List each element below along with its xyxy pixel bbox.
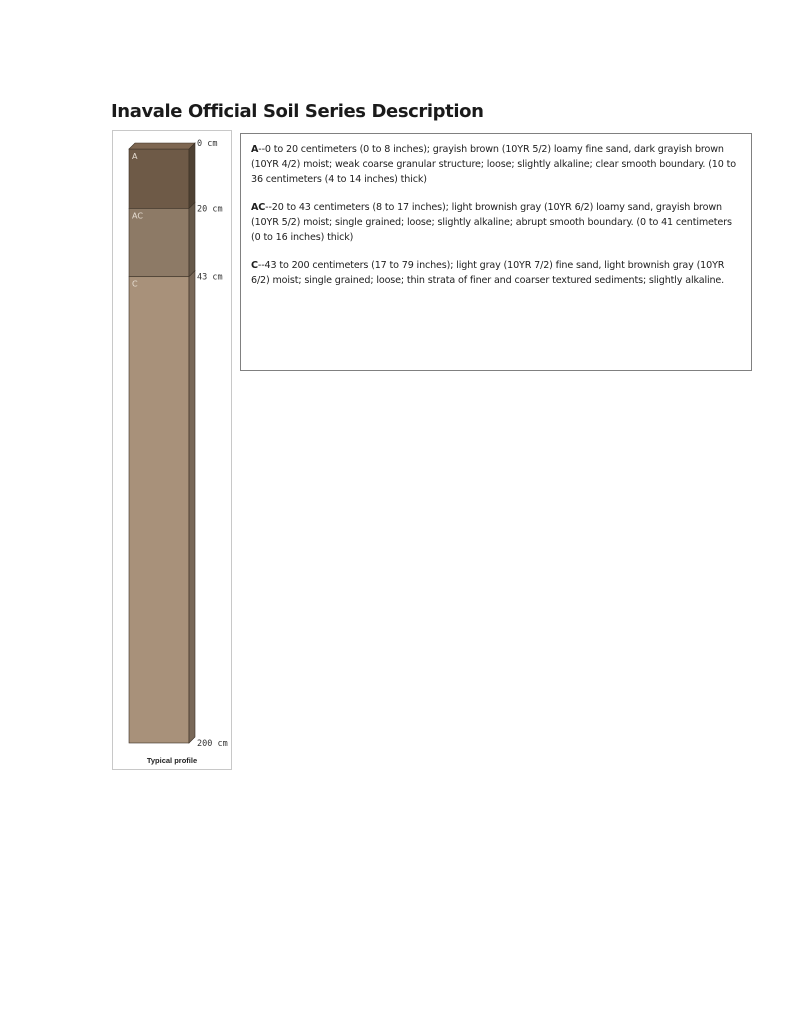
horizon-label-a: A xyxy=(132,152,138,161)
horizon-ac-side xyxy=(189,202,195,276)
horizon-c-side xyxy=(189,271,195,743)
horizon-text: --20 to 43 centimeters (8 to 17 inches); light brownish gray (10YR 6/2) loamy sand, grayish brown (10YR 5/2) moist; single grained; loose; slightly alkaline; abrupt smooth boundary. (0 to 41 centimeters (0 to 16 inches) thick) xyxy=(251,202,732,243)
depth-label: 0 cm xyxy=(197,139,218,149)
horizon-a-side xyxy=(189,143,195,208)
horizon-text: --0 to 20 centimeters (0 to 8 inches); grayish brown (10YR 5/2) loamy fine sand, dark grayish brown (10YR 4/2) moist; weak coarse granular structure; loose; slightly alkaline; clear smooth boundary. (10 to 36 centimeters (4 to 14 inches) thick) xyxy=(251,144,736,185)
horizon-descriptions-box xyxy=(240,133,752,371)
depth-label: 200 cm xyxy=(197,739,228,749)
depth-label: 20 cm xyxy=(197,204,223,215)
horizon-text: --43 to 200 centimeters (17 to 79 inches); light gray (10YR 7/2) fine sand, light brownish gray (10YR 6/2) moist; single grained; loose; thin strata of finer and coarser textured sediments; slightly alkaline. xyxy=(251,260,725,286)
page-title: Inavale Official Soil Series Description xyxy=(111,101,484,122)
horizon-description-c xyxy=(251,258,741,288)
horizon-description-a xyxy=(251,142,741,187)
horizon-label-c: C xyxy=(132,279,138,289)
horizon-code: AC xyxy=(251,202,266,213)
profile-caption: Typical profile xyxy=(146,756,198,765)
soil-profile-diagram xyxy=(113,131,233,751)
horizon-a-front xyxy=(129,149,189,208)
horizon-a-top xyxy=(129,143,195,149)
horizon-code: C xyxy=(251,260,258,271)
soil-profile-panel xyxy=(112,130,232,770)
horizon-description-ac xyxy=(251,200,741,245)
horizon-c-front xyxy=(129,277,189,743)
depth-label: 43 cm xyxy=(197,272,223,283)
horizon-label-ac: AC xyxy=(132,211,143,221)
horizon-code: A xyxy=(251,144,259,155)
